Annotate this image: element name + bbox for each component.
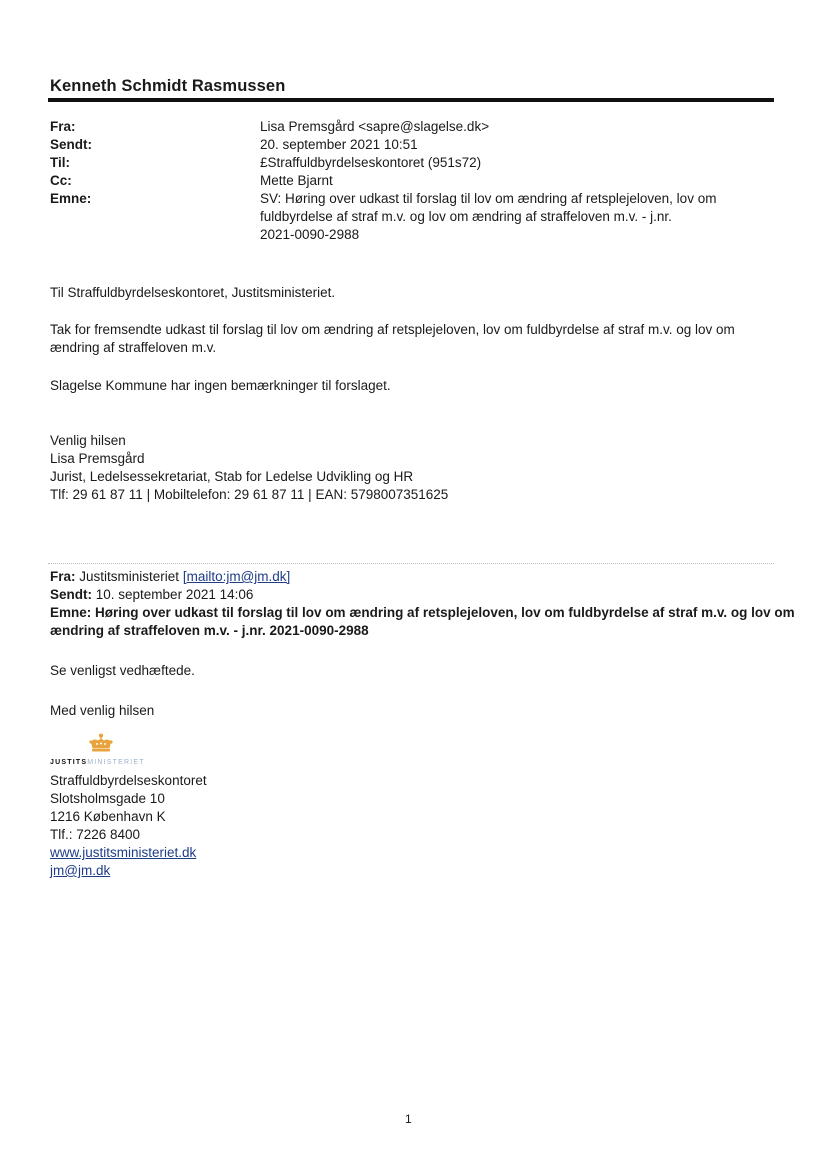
header-row-cc <box>50 172 780 190</box>
from-label: Fra: <box>50 119 76 134</box>
logo-wordmark <box>50 758 145 767</box>
to-label: Til: <box>50 155 70 170</box>
header-row-to <box>50 154 780 172</box>
forwarded-from <box>50 568 790 586</box>
ministry-street: Slotsholmsgade 10 <box>50 791 165 806</box>
sent-label: Sendt: <box>50 137 92 152</box>
paragraph-line: ændring af straffeloven m.v. <box>50 340 217 355</box>
header-row-sent <box>50 136 780 154</box>
ministry-signature <box>50 772 350 880</box>
ministry-logo <box>50 733 190 773</box>
page-number: 1 <box>405 1112 412 1126</box>
email-header <box>50 118 780 244</box>
ministry-phone: Tlf.: 7226 8400 <box>50 827 141 842</box>
logo-wordmark-part2: MINISTERIET <box>87 759 145 766</box>
forwarded-subject-cont: ændring af straffeloven m.v. - j.nr. 2021-0090-2988 <box>50 623 369 638</box>
subject-line: 2021-0090-2988 <box>260 227 360 242</box>
forwarded-sent-label: Sendt: <box>50 587 92 602</box>
sent-value: 20. september 2021 10:51 <box>260 137 418 152</box>
paragraph-line: Tak for fremsendte udkast til forslag til lov om ændring af retsplejeloven, lov om fuldbyrdelse af straf m.v. og lov om <box>50 322 735 337</box>
subject-line: SV: Høring over udkast til forslag til lov om ændring af retsplejeloven, lov om <box>260 191 717 206</box>
subject-line: fuldbyrdelse af straf m.v. og lov om ændring af straffeloven m.v. - j.nr. <box>260 209 672 224</box>
forwarded-from-label: Fra: <box>50 569 76 584</box>
to-value: £Straffuldbyrdelseskontoret (951s72) <box>260 155 482 170</box>
forwarded-sent <box>50 586 790 604</box>
mailbox-owner-name: Kenneth Schmidt Rasmussen <box>50 77 286 95</box>
subject-value <box>260 190 760 244</box>
signature-closing: Venlig hilsen <box>50 433 126 448</box>
forwarded-subject-value: Høring over udkast til forslag til lov om ændring af retsplejeloven, lov om fuldbyrdelse af straf m.v. og lov om <box>95 605 795 620</box>
subject-label: Emne: <box>50 191 92 206</box>
greeting: Til Straffuldbyrdelseskontoret, Justitsministeriet. <box>50 285 336 300</box>
logo-wordmark-part1: JUSTITS <box>50 759 88 766</box>
forwarded-subject <box>50 604 795 622</box>
header-rule <box>48 98 774 102</box>
forwarded-text-1: Se venligst vedhæftede. <box>50 663 195 678</box>
from-value: Lisa Premsgård <sapre@slagelse.dk> <box>260 119 490 134</box>
cc-value: Mette Bjarnt <box>260 173 333 188</box>
forward-separator <box>48 563 774 564</box>
email-link[interactable]: jm@jm.dk <box>50 863 111 878</box>
forwarded-subject-label: Emne: <box>50 605 92 620</box>
signature-contact: Tlf: 29 61 87 11 | Mobiltelefon: 29 61 87 11 | EAN: 5798007351625 <box>50 487 449 502</box>
header-row-subject <box>50 190 780 244</box>
signature-title: Jurist, Ledelsessekretariat, Stab for Ledelse Udvikling og HR <box>50 469 414 484</box>
website-link[interactable]: www.justitsministeriet.dk <box>50 845 197 860</box>
ministry-office: Straffuldbyrdelseskontoret <box>50 773 207 788</box>
signature-name: Lisa Premsgård <box>50 451 145 466</box>
sender-signature <box>50 432 790 504</box>
forwarded-from-value: Justitsministeriet <box>79 569 180 584</box>
body-paragraph-2: Slagelse Kommune har ingen bemærkninger til forslaget. <box>50 378 391 393</box>
mailto-link[interactable]: [mailto:jm@jm.dk] <box>182 569 291 584</box>
forwarded-sent-value: 10. september 2021 14:06 <box>95 587 254 602</box>
body-paragraph-1 <box>50 321 790 357</box>
crown-icon <box>88 733 114 755</box>
forwarded-text-2: Med venlig hilsen <box>50 703 155 718</box>
forwarded-header <box>50 568 795 640</box>
cc-label: Cc: <box>50 173 72 188</box>
header-row-from <box>50 118 780 136</box>
ministry-city: 1216 København K <box>50 809 166 824</box>
